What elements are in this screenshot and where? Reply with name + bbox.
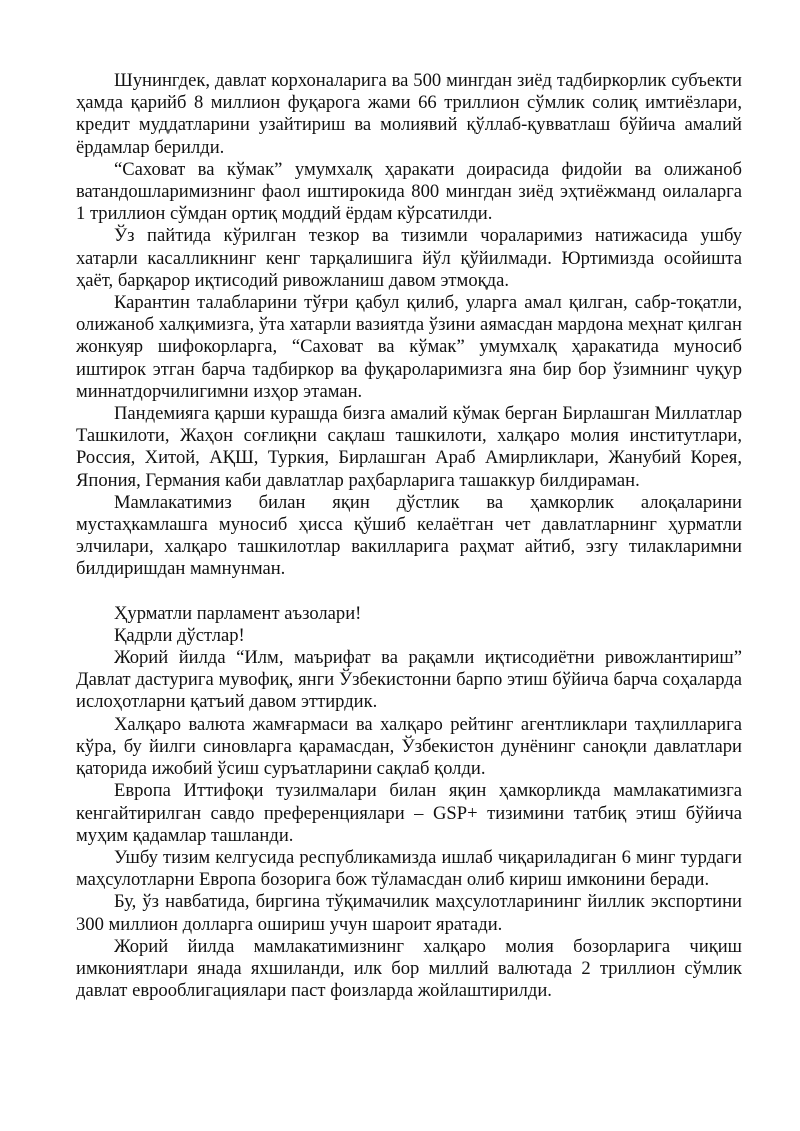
paragraph-gratitude-ambassadors: Мамлакатимиз билан яқин дўстлик ва ҳамкорлик алоқаларини мустаҳкамлашга муносиб ҳисса қўшиб келаётган чет давлатларнинг ҳурматли элчилари, халқаро ташкилотлар вакилларига раҳмат айтиб, эзгу тилакларимни билдиришдан мамнунман. xyxy=(76,491,742,580)
greeting-parliament: Ҳурматли парламент аъзолари! xyxy=(114,602,362,624)
paragraph-gratitude-international: Пандемияга қарши курашда бизга амалий кўмак берган Бирлашган Миллатлар Ташкилоти, Жаҳон соғлиқни сақлаш ташкилоти, халқаро молия институтлари, Россия, Хитой, АҚШ, Туркия, Бирлашган Араб Амирликлари, Жанубий Корея, Япония, Германия каби давлатлар раҳбарларига ташаккур билдираман. xyxy=(76,403,742,491)
paragraph-timely-measures: Ўз пайтида кўрилган тезкор ва тизимли чораларимиз натижасида ушбу хатарли касалликнинг кенг тарқалишига йўл қўйилмади. Юртимизда осойишта ҳаёт, барқарор иқтисодий ривожланиш давом этмоқда. xyxy=(76,225,742,291)
paragraph-imf-ratings: Халқаро валюта жамғармаси ва халқаро рейтинг агентликлари таҳлилларига кўра, бу йилги синовларга қарамасдан, Ўзбекистон дунёнинг саноқли давлатлари қаторида ижобий ўсиш суръатларини сақлаб қолди. xyxy=(76,713,742,780)
paragraph-gsp-plus: Европа Иттифоқи тузилмалари билан яқин ҳамкорликда мамлакатимизга кенгайтирилган савдо преференциялари – GSP+ тизимини татбиқ этиш бўйича муҳим қадамлар ташланди. xyxy=(76,780,742,846)
paragraph-eurobonds: Жорий йилда мамлакатимизнинг халқаро молия бозорларига чиқиш имкониятлари янада яхшиланди, илк бор миллий валютада 2 триллион сўмлик давлат еврооблигациялари паст фоизларда жойлаштирилди. xyxy=(76,935,742,1002)
paragraph-export-europe: Ушбу тизим келгусида республикамизда ишлаб чиқариладиган 6 минг турдаги маҳсулотларни Европа бозорига бож тўламасдан олиб кириш имконини беради. xyxy=(76,846,742,891)
document-page xyxy=(76,70,742,1002)
paragraph-gap xyxy=(76,581,742,603)
paragraph-textile-exports: Бу, ўз навбатида, биргина тўқимачилик маҳсулотларининг йиллик экспортини 300 миллион долларга ошириш учун шароит яратади. xyxy=(76,891,742,935)
paragraph-charity-movement: “Саховат ва кўмак” умумхалқ ҳаракати доирасида фидойи ва олижаноб ватандошларимизнинг фаол иштирокида 800 мингдан зиёд эҳтиёжманд оилаларга 1 триллион сўмдан ортиқ моддий ёрдам кўрсатилди. xyxy=(76,158,742,225)
paragraph-gratitude-people: Карантин талабларини тўғри қабул қилиб, уларга амал қилган, сабр-тоқатли, олижаноб халқимизга, ўта хатарли вазиятда ўзини аямасдан мардона меҳнат қилган жонкуяр шифокорларга, “Саховат ва кўмак” умумхалқ ҳаракатида муносиб иштирок этган барча тадбиркор ва фуқароларимизга яна бир бор ўзимнинг чуқур миннатдорчилигимни изҳор этаман. xyxy=(76,292,742,402)
paragraph-state-program: Жорий йилда “Илм, маърифат ва рақамли иқтисодиётни ривожлантириш” Давлат дастурига мувофиқ, янги Ўзбекистонни барпо этиш бўйича барча соҳаларда ислоҳотларни қатъий давом эттирдик. xyxy=(76,647,742,713)
greeting-friends: Қадрли дўстлар! xyxy=(114,624,245,646)
paragraph-tax-relief: Шунингдек, давлат корхоналарига ва 500 мингдан зиёд тадбиркорлик субъекти ҳамда қарийб 8 миллион фуқарога жами 66 триллион сўмлик солиқ имтиёзлари, кредит муддатларини узайтириш ва молиявий қўллаб-қувватлаш бўйича амалий ёрдамлар берилди. xyxy=(76,70,742,158)
